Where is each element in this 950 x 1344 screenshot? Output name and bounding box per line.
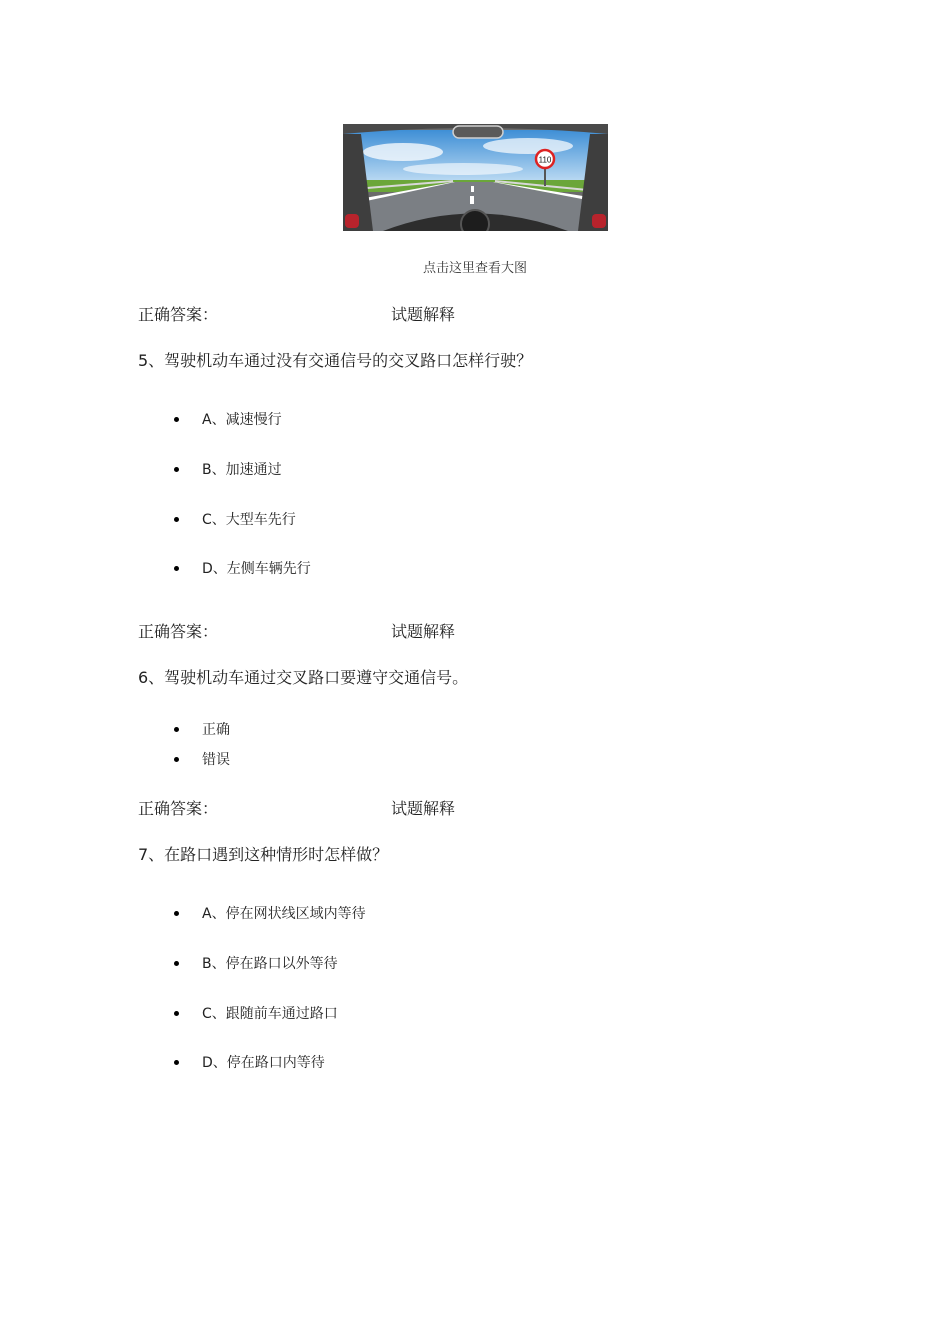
q7-option-a[interactable]: A、停在网状线区域内等待	[174, 903, 366, 923]
q5-option-d[interactable]: D、左侧车辆先行	[174, 558, 311, 578]
q7-option-c[interactable]: C、跟随前车通过路口	[174, 1003, 338, 1023]
q6-option-true[interactable]: 正确	[174, 719, 230, 739]
bullet-icon	[174, 911, 179, 916]
correct-answer-label: 正确答案：	[138, 622, 219, 641]
bullet-icon	[174, 1011, 179, 1016]
question-6-text: 6、驾驶机动车通过交叉路口要遵守交通信号。	[138, 668, 469, 687]
right-mirror	[592, 214, 606, 228]
bullet-icon	[174, 417, 179, 422]
explanation-link[interactable]: 试题解释	[391, 799, 456, 818]
bullet-icon	[174, 517, 179, 522]
correct-answer-label: 正确答案：	[138, 799, 219, 818]
bullet-icon	[174, 727, 179, 732]
bullet-icon	[174, 757, 179, 762]
rearview-mirror	[453, 126, 503, 138]
q5-option-c[interactable]: C、大型车先行	[174, 509, 296, 529]
question-5-text: 5、驾驶机动车通过没有交通信号的交叉路口怎样行驶？	[138, 351, 533, 370]
bullet-icon	[174, 566, 179, 571]
q5-option-a[interactable]: A、减速慢行	[174, 409, 282, 429]
explanation-link[interactable]: 试题解释	[391, 622, 456, 641]
correct-answer-label: 正确答案：	[138, 305, 219, 324]
windshield-view	[343, 124, 608, 231]
bullet-icon	[174, 961, 179, 966]
driving-scene-image[interactable]	[343, 124, 608, 231]
q7-option-d[interactable]: D、停在路口内等待	[174, 1052, 325, 1072]
bullet-icon	[174, 1060, 179, 1065]
q7-option-b[interactable]: B、停在路口以外等待	[174, 953, 338, 973]
q5-option-b[interactable]: B、加速通过	[174, 459, 282, 479]
question-7-text: 7、在路口遇到这种情形时怎样做？	[138, 845, 389, 864]
view-large-image-link[interactable]: 点击这里查看大图	[422, 261, 527, 276]
bullet-icon	[174, 467, 179, 472]
q6-option-false[interactable]: 错误	[174, 749, 230, 769]
speed-limit-value: 110	[538, 155, 552, 165]
explanation-link[interactable]: 试题解释	[391, 305, 456, 324]
left-mirror	[345, 214, 359, 228]
